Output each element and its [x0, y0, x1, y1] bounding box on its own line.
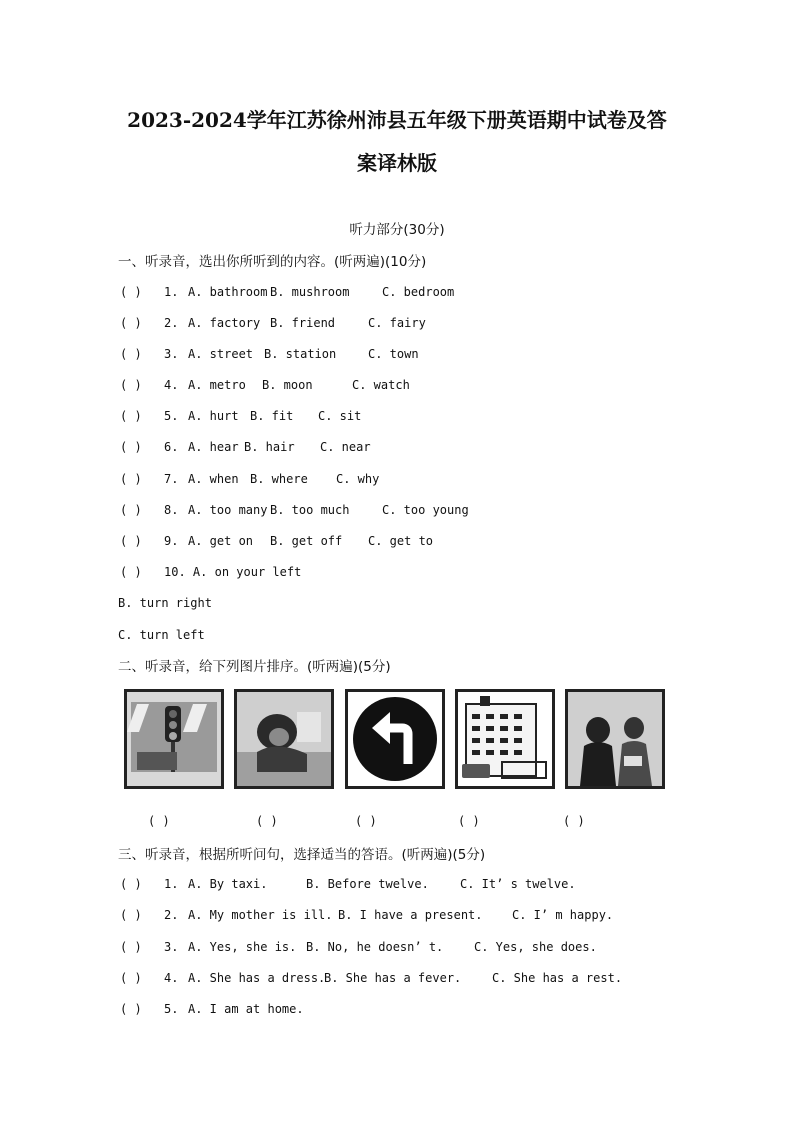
option-b: B. get off: [270, 534, 343, 548]
option-b: B. mushroom: [270, 285, 350, 299]
option-a: A. too many: [188, 503, 268, 517]
option-a: A. I am at home.: [188, 1002, 304, 1016]
sick-child-photo: [234, 689, 334, 789]
part3-item-5: [120, 1002, 304, 1016]
answer-paren[interactable]: ( ): [120, 908, 142, 922]
option-b: B. too much: [270, 503, 350, 517]
answer-paren[interactable]: ( ): [120, 378, 142, 392]
item-number: 5.: [164, 409, 179, 423]
part1-item-5: [120, 409, 361, 423]
option-a: A. street: [188, 347, 254, 361]
part1-item-10-option-c: C. turn left: [118, 628, 205, 642]
answer-paren[interactable]: ( ): [120, 940, 142, 954]
option-c: C. It’ s twelve.: [460, 877, 576, 891]
answer-paren[interactable]: ( ): [120, 440, 142, 454]
answer-paren[interactable]: ( ): [120, 971, 142, 985]
doc-title-line2: 案译林版: [357, 151, 437, 175]
part3-item-3: [120, 940, 597, 954]
item-number: 9.: [164, 534, 179, 548]
item-number: 4.: [164, 971, 179, 985]
answer-paren[interactable]: ( ): [120, 1002, 142, 1016]
item-number: 2.: [164, 316, 179, 330]
option-c: C. watch: [352, 378, 410, 392]
option-b: B. moon: [262, 378, 313, 392]
option-a: A. hear: [188, 440, 239, 454]
answer-paren[interactable]: ( ): [120, 534, 142, 548]
item-number: 7.: [164, 472, 179, 486]
option-c: C. sit: [318, 409, 362, 423]
item-number: 1.: [164, 877, 179, 891]
option-a: A. when: [188, 472, 239, 486]
people-photo: [565, 689, 665, 789]
answer-paren[interactable]: ( ): [120, 409, 142, 423]
option-c: C. town: [368, 347, 419, 361]
part1-item-2: [120, 316, 426, 330]
answer-paren[interactable]: ( ): [120, 347, 142, 361]
option-a: A. metro: [188, 378, 246, 392]
option-b: B. I have a present.: [338, 908, 483, 922]
option-a: A. She has a dress.: [188, 971, 326, 985]
option-a: A. Yes, she is.: [188, 940, 297, 954]
option-a: A. My mother is ill.: [188, 908, 333, 922]
doc-title-line1: 2023-2024学年江苏徐州沛县五年级下册英语期中试卷及答: [127, 108, 667, 132]
option-b: B. friend: [270, 316, 336, 330]
option-c: C. why: [336, 472, 380, 486]
item-number: 6.: [164, 440, 179, 454]
image-answer-blank[interactable]: ( ): [458, 814, 480, 828]
listening-header: 听力部分(30分): [349, 222, 445, 238]
option-c: C. She has a rest.: [492, 971, 623, 985]
item-number: 3.: [164, 347, 179, 361]
item-number: 1.: [164, 285, 179, 299]
traffic-light-photo: [124, 689, 224, 789]
option-b: B. hair: [244, 440, 295, 454]
part1-item-10-option-b: B. turn right: [118, 596, 212, 610]
part1-item-1: [120, 285, 454, 299]
answer-paren[interactable]: ( ): [120, 285, 142, 299]
part3-item-1: [120, 877, 576, 891]
option-c: C. fairy: [368, 316, 426, 330]
option-b: B. station: [264, 347, 337, 361]
option-a: A. By taxi.: [188, 877, 268, 891]
part1-item-8: [120, 503, 469, 517]
option-c: C. near: [320, 440, 371, 454]
answer-paren[interactable]: ( ): [120, 503, 142, 517]
image-answer-blank[interactable]: ( ): [256, 814, 278, 828]
option-c: C. Yes, she does.: [474, 940, 597, 954]
item-number: 10.: [164, 565, 186, 579]
part3-item-4: [120, 971, 622, 985]
part3-heading: 三、听录音，根据所听问句，选择适当的答语。(听两遍)(5分): [118, 847, 486, 863]
image-answer-blank[interactable]: ( ): [563, 814, 585, 828]
item-number: 5.: [164, 1002, 179, 1016]
answer-paren[interactable]: ( ): [120, 472, 142, 486]
answer-paren[interactable]: ( ): [120, 316, 142, 330]
option-b: B. Before twelve.: [306, 877, 429, 891]
option-a: A. bathroom: [188, 285, 268, 299]
answer-paren[interactable]: ( ): [120, 877, 142, 891]
part1-item-3: [120, 347, 419, 361]
image-answer-blank[interactable]: ( ): [148, 814, 170, 828]
image-answer-blank[interactable]: ( ): [355, 814, 377, 828]
option-b: B. where: [250, 472, 308, 486]
item-number: 4.: [164, 378, 179, 392]
part1-item-4: [120, 378, 410, 392]
item-number: 3.: [164, 940, 179, 954]
answer-paren[interactable]: ( ): [120, 565, 142, 579]
part1-item-10: [120, 565, 301, 579]
option-c: C. too young: [382, 503, 469, 517]
item-number: 8.: [164, 503, 179, 517]
turn-left-sign: [345, 689, 445, 789]
option-b: B. fit: [250, 409, 294, 423]
option-a: A. get on: [188, 534, 254, 548]
part1-heading: 一、听录音，选出你所听到的内容。(听两遍)(10分): [118, 254, 427, 270]
part1-item-6: [120, 440, 371, 454]
hospital-building: [455, 689, 555, 789]
part1-item-9: [120, 534, 433, 548]
option-b: B. She has a fever.: [324, 971, 462, 985]
option-a: A. hurt: [188, 409, 239, 423]
option-b: B. No, he doesn’ t.: [306, 940, 444, 954]
part1-item-7: [120, 472, 379, 486]
option-c: C. bedroom: [382, 285, 455, 299]
option-a: A. factory: [188, 316, 261, 330]
part3-item-2: [120, 908, 613, 922]
item-number: 2.: [164, 908, 179, 922]
option-c: C. get to: [368, 534, 434, 548]
part2-heading: 二、听录音，给下列图片排序。(听两遍)(5分): [118, 659, 391, 675]
option-a: A. on your left: [192, 565, 302, 579]
option-c: C. I’ m happy.: [512, 908, 614, 922]
